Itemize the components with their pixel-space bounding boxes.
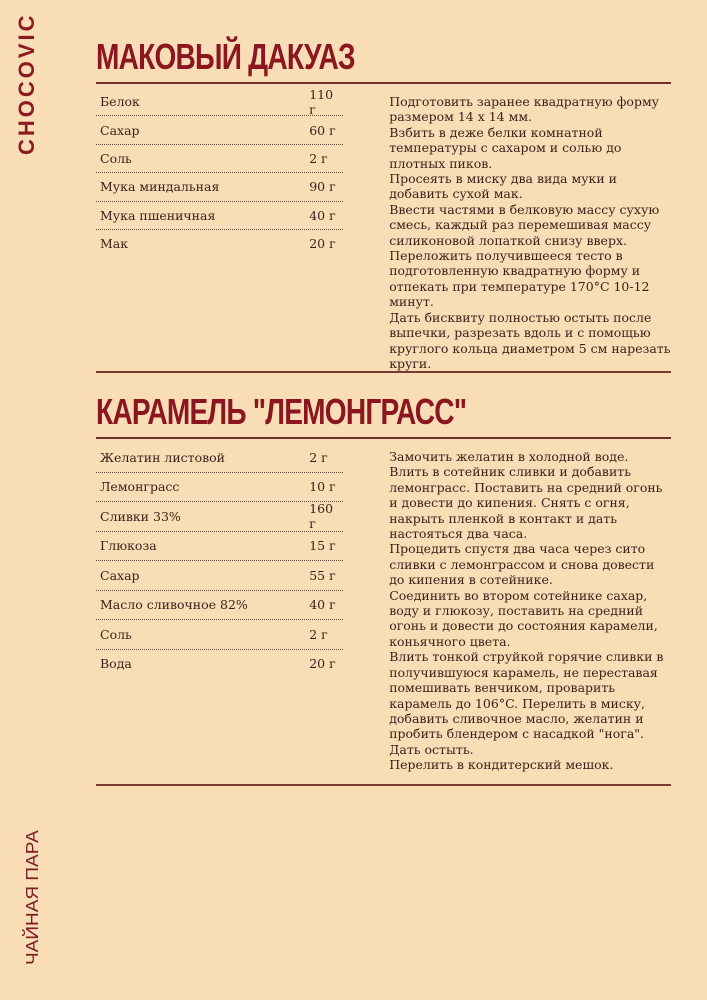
ingredient-name: Сливки 33%	[100, 508, 181, 524]
section-divider	[96, 371, 671, 373]
instruction-step: Процедить спустя два часа через сито сливки с лемонграссом и снова довести до кипения в сотейнике.	[389, 541, 655, 588]
ingredient-row	[96, 473, 343, 503]
instruction-step: Дать бисквиту полностью остыть после выпечки, разрезать вдоль и с помощью круглого кольца диаметром 5 см нарезать круги.	[389, 309, 671, 371]
ingredient-row	[96, 145, 343, 173]
ingredient-name: Лемонграсс	[100, 479, 180, 495]
ingredient-list	[96, 443, 343, 773]
ingredient-amount: 55 г	[309, 567, 336, 583]
ingredient-list	[96, 88, 343, 371]
ingredient-row	[96, 116, 343, 144]
ingredient-row	[96, 202, 343, 230]
instruction-step: Ввести частями в белковую массу сухую смесь, каждый раз перемешивая массу силиконовой лопаткой снизу вверх.	[389, 201, 660, 248]
title-divider	[96, 82, 671, 84]
ingredient-amount: 2 г	[309, 626, 328, 642]
ingredient-row	[96, 173, 343, 201]
instruction-step: Замочить желатин в холодной воде.	[389, 449, 629, 464]
ingredient-amount: 60 г	[309, 122, 336, 138]
ingredient-row	[96, 620, 343, 650]
ingredient-amount: 15 г	[309, 538, 336, 554]
recipe-section-caramel	[96, 391, 671, 773]
recipe-title: КАРАМЕЛЬ "ЛЕМОНГРАСС"	[96, 391, 467, 432]
ingredient-amount: 2 г	[309, 449, 328, 465]
ingredient-name: Мак	[100, 236, 129, 252]
section-footer-label: ЧАЙНАЯ ПАРА	[23, 830, 43, 965]
ingredient-amount: 160 г	[309, 501, 334, 532]
ingredient-row	[96, 532, 343, 562]
ingredient-row	[96, 650, 343, 679]
ingredient-amount: 110 г	[309, 86, 334, 117]
ingredient-row	[96, 502, 343, 532]
instruction-step: Дать остыть.	[389, 741, 474, 757]
recipe-section-dacquoise	[96, 36, 671, 371]
ingredient-name: Соль	[100, 626, 132, 642]
ingredient-row	[96, 443, 343, 473]
instructions	[389, 88, 671, 371]
ingredient-name: Соль	[100, 150, 132, 166]
instruction-step: Влить в сотейник сливки и добавить лемонграсс. Поставить на средний огонь и довести до кипения. Снять с огня, накрыть пленкой в контакт и дать настояться два часа.	[389, 464, 663, 542]
ingredient-amount: 40 г	[309, 207, 336, 223]
ingredient-name: Масло сливочное 82%	[100, 597, 248, 613]
instruction-step: Взбить в деже белки комнатной температуры с сахаром и солью до плотных пиков.	[389, 124, 622, 171]
ingredient-name: Мука пшеничная	[100, 207, 216, 223]
ingredient-name: Сахар	[100, 567, 140, 583]
ingredient-name: Вода	[100, 656, 132, 672]
ingredient-row	[96, 591, 343, 621]
ingredient-amount: 20 г	[309, 656, 336, 672]
instructions	[389, 443, 671, 773]
instruction-step: Подготовить заранее квадратную форму размером 14 х 14 мм.	[389, 94, 660, 125]
instruction-step: Просеять в миску два вида муки и добавить сухой мак.	[389, 171, 617, 202]
ingredient-name: Желатин листовой	[100, 449, 225, 465]
ingredient-row	[96, 561, 343, 591]
brand-logo: CHOCOVIC	[14, 12, 39, 155]
ingredient-name: Глюкоза	[100, 538, 157, 554]
ingredient-amount: 40 г	[309, 597, 336, 613]
ingredient-row	[96, 230, 343, 257]
ingredient-name: Мука миндальная	[100, 179, 220, 195]
ingredient-amount: 2 г	[309, 150, 328, 166]
instruction-step: Перелить в кондитерский мешок.	[389, 757, 614, 773]
ingredient-amount: 10 г	[309, 479, 336, 495]
ingredient-amount: 90 г	[309, 179, 336, 195]
ingredient-name: Белок	[100, 94, 140, 110]
ingredient-name: Сахар	[100, 122, 140, 138]
title-divider	[96, 437, 671, 439]
ingredient-amount: 20 г	[309, 236, 336, 252]
instruction-step: Влить тонкой струйкой горячие сливки в получившуюся карамель, не переставая помешивать венчиком, проварить карамель до 106°C. Перелить в миску, добавить сливочное масло, желатин и пробить блендером с насадкой "нога".	[389, 649, 664, 742]
instruction-step: Переложить получившееся тесто в подготовленную квадратную форму и отпекать при температуре 170°C 10-12 минут.	[389, 248, 650, 310]
recipe-title: МАКОВЫЙ ДАКУАЗ	[96, 36, 355, 77]
instruction-step: Соединить во втором сотейнике сахар, воду и глюкозу, поставить на средний огонь и довести до состояния карамели, коньячного цвета.	[389, 587, 658, 649]
ingredient-row	[96, 88, 343, 116]
section-divider	[96, 784, 671, 786]
